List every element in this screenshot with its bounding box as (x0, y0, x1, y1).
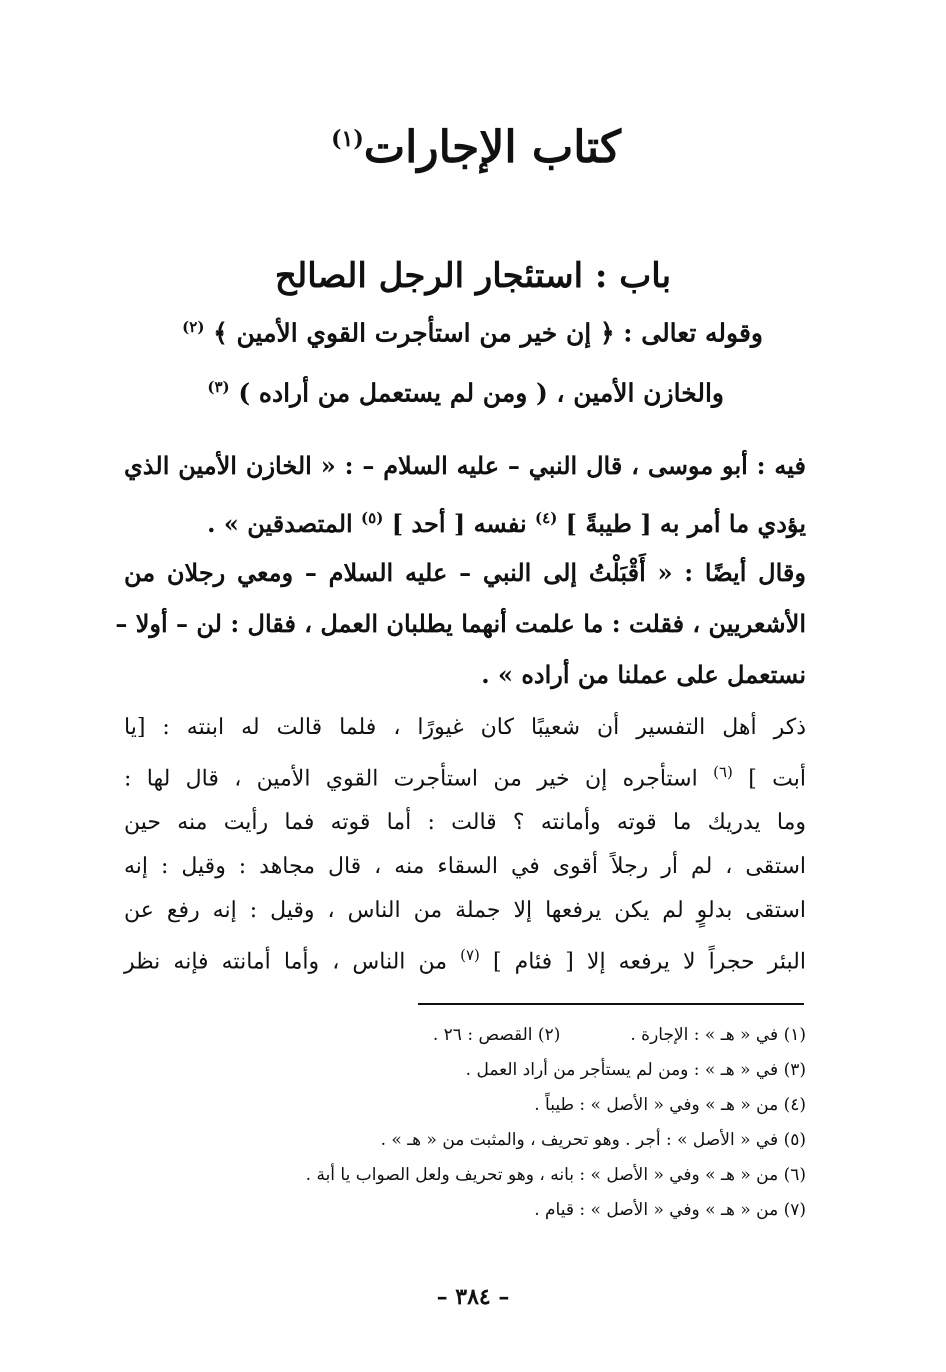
commentary-line-6 (124, 933, 806, 984)
hadith-paragraph-1 (124, 440, 806, 550)
footnote-ref-7: (٧) (460, 946, 480, 965)
commentary-paragraph (124, 706, 806, 985)
footnote-ref-2: (٢) (182, 318, 205, 336)
footnote-ref-6: (٦) (713, 763, 733, 781)
footnote-ref-4: (٤) (535, 509, 558, 527)
commentary-line-3: وما يدريك ما قوته وأمانته ؟ قالت : أما قوته فما رأيت منه حين (124, 810, 806, 836)
hadith2-line-2: الأشعريين ، فقلت : ما علمت أنهما يطلبان العمل ، فقال : لن – أولا – (115, 609, 806, 638)
commentary-line-2 (124, 750, 806, 801)
footnote-separator (418, 1003, 804, 1005)
footnotes (180, 1018, 806, 1228)
verse-line-1-text: وقوله تعالى : ﴿ إن خير من استأجرت القوي الأمين ﴾ (213, 318, 763, 348)
commentary-line-2-b: استأجره إن خير من استأجرت القوي الأمين ، قال لها : (124, 766, 698, 792)
footnote-7: (٧) من « هـ » وفي « الأصل » : قيام . (534, 1200, 806, 1220)
hadith1-line-2-c: المتصدقين » . (207, 509, 353, 538)
hadith1-line-2-a: يؤدي ما أمر به [ طيبةً ] (565, 509, 806, 538)
page-number: – ٣٨٤ – (436, 1284, 510, 1310)
footnote-row-1-2 (180, 1018, 806, 1053)
commentary-line-5: استقى بدلوٍ لم يكن يرفعها إلا جملة من الناس ، وقيل : إنه رفع عن (124, 898, 806, 924)
book-title-footnote-ref: (١) (331, 126, 364, 153)
verse-line-2-text: والخازن الأمين ، ( ومن لم يستعمل من أراده ) (238, 378, 724, 408)
footnote-6: (٦) من « هـ » وفي « الأصل » : بانه ، وهو تحريف ولعل الصواب يا أبة . (305, 1165, 806, 1185)
chapter-title: باب : استئجار الرجل الصالح (274, 256, 672, 296)
hadith1-line-1: فيه : أبو موسى ، قال النبي – عليه السلام – : « الخازن الأمين الذي (124, 451, 806, 480)
verse-line-2 (207, 378, 724, 407)
footnote-2: (٢) القصص : ٢٦ . (432, 1025, 561, 1045)
footnote-1: (١) في « هـ » : الإجارة . (630, 1025, 806, 1045)
commentary-line-4: استقى ، لم أر رجلاً أقوى في السقاء منه ، قال مجاهد : وقيل : إنه (124, 854, 806, 880)
hadith-paragraph-2 (115, 547, 806, 700)
footnote-3: (٣) في « هـ » : ومن لم يستأجر من أراد العمل . (465, 1060, 806, 1080)
hadith1-line-2 (124, 492, 806, 550)
hadith2-line-1: وقال أيضًا : « أَقْبَلْتُ إلى النبي – عليه السلام – ومعي رجلان من (124, 558, 806, 587)
commentary-line-6-a: البئر حجراً لا يرفعه إلا [ فئام ] (493, 949, 806, 975)
commentary-line-2-a: أبت ] (748, 766, 806, 792)
commentary-line-6-b: من الناس ، وأما أمانته فإنه نظر (124, 949, 448, 975)
footnote-ref-3: (٣) (207, 378, 230, 396)
book-title (0, 122, 946, 173)
book-title-text: كتاب الإجارات (363, 122, 621, 173)
footnote-ref-5: (٥) (361, 509, 384, 527)
verse-line-1 (182, 318, 763, 347)
commentary-line-1: ذكر أهل التفسير أن شعيبًا كان غيورًا ، فلما قالت له ابنته : [يا (124, 715, 806, 740)
hadith1-line-2-b: نفسه [ أحد ] (391, 509, 527, 538)
footnote-5: (٥) في « الأصل » : أجر . وهو تحريف ، والمثبت من « هـ » . (380, 1130, 806, 1150)
hadith2-line-3: نستعمل على عملنا من أراده » . (481, 660, 806, 689)
footnote-4: (٤) من « هـ » وفي « الأصل » : طيباً . (534, 1095, 806, 1115)
